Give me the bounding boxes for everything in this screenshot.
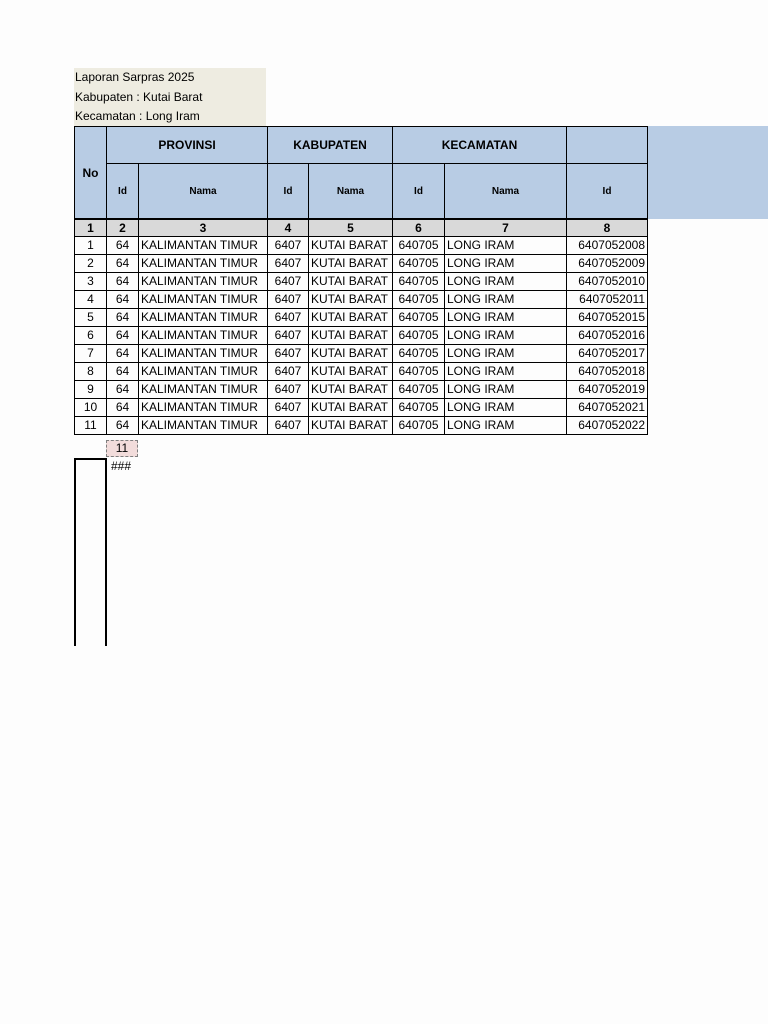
table-row — [75, 309, 648, 327]
cell-provinsi-nama[interactable]: KALIMANTAN TIMUR — [139, 345, 268, 363]
cell-provinsi-id[interactable]: 64 — [107, 381, 139, 399]
header-kecamatan-nama: Nama — [445, 164, 567, 220]
table-row — [75, 255, 648, 273]
table-row — [75, 417, 648, 435]
cell-kecamatan-nama[interactable]: LONG IRAM — [445, 399, 567, 417]
header-provinsi-id: Id — [107, 164, 139, 220]
header-empty — [567, 127, 648, 164]
cell-kabupaten-nama[interactable]: KUTAI BARAT — [309, 309, 393, 327]
cell-kabupaten-id[interactable]: 6407 — [268, 255, 309, 273]
cell-no[interactable]: 3 — [75, 273, 107, 291]
cell-provinsi-nama[interactable]: KALIMANTAN TIMUR — [139, 237, 268, 255]
table-row — [75, 363, 648, 381]
header-provinsi: PROVINSI — [107, 127, 268, 164]
cell-provinsi-nama[interactable]: KALIMANTAN TIMUR — [139, 327, 268, 345]
column-number: 3 — [139, 219, 268, 237]
cell-no[interactable]: 2 — [75, 255, 107, 273]
cell-no[interactable]: 10 — [75, 399, 107, 417]
cell-kabupaten-id[interactable]: 6407 — [268, 417, 309, 435]
cell-kecamatan-nama[interactable]: LONG IRAM — [445, 309, 567, 327]
cell-kecamatan-nama[interactable]: LONG IRAM — [445, 237, 567, 255]
cell-kabupaten-id[interactable]: 6407 — [268, 345, 309, 363]
cell-kecamatan-nama[interactable]: LONG IRAM — [445, 345, 567, 363]
cell-no[interactable]: 1 — [75, 237, 107, 255]
overflow-cell: ### — [111, 459, 132, 473]
cell-desa-id[interactable]: 6407052010 — [567, 273, 648, 291]
cell-provinsi-nama[interactable]: KALIMANTAN TIMUR — [139, 309, 268, 327]
cell-provinsi-id[interactable]: 64 — [107, 255, 139, 273]
cell-desa-id[interactable]: 6407052011 — [567, 291, 648, 309]
column-number: 6 — [393, 219, 445, 237]
report-title: Laporan Sarpras 2025 — [75, 70, 195, 84]
border-line — [105, 458, 107, 646]
cell-kabupaten-id[interactable]: 6407 — [268, 309, 309, 327]
cell-no[interactable]: 7 — [75, 345, 107, 363]
header-kecamatan: KECAMATAN — [393, 127, 567, 164]
header-kecamatan-id: Id — [393, 164, 445, 220]
cell-provinsi-id[interactable]: 64 — [107, 399, 139, 417]
report-kabupaten: Kabupaten : Kutai Barat — [75, 89, 203, 104]
cell-kecamatan-nama[interactable]: LONG IRAM — [445, 327, 567, 345]
row-count-cell[interactable]: 11 — [106, 440, 138, 457]
cell-kecamatan-nama[interactable]: LONG IRAM — [445, 381, 567, 399]
cell-no[interactable]: 11 — [75, 417, 107, 435]
header-kabupaten: KABUPATEN — [268, 127, 393, 164]
cell-kabupaten-id[interactable]: 6407 — [268, 399, 309, 417]
cell-kabupaten-nama[interactable]: KUTAI BARAT — [309, 327, 393, 345]
cell-provinsi-id[interactable]: 64 — [107, 273, 139, 291]
table-row — [75, 273, 648, 291]
cell-provinsi-nama[interactable]: KALIMANTAN TIMUR — [139, 399, 268, 417]
cell-provinsi-id[interactable]: 64 — [107, 345, 139, 363]
cell-kabupaten-nama[interactable]: KUTAI BARAT — [309, 399, 393, 417]
column-number: 7 — [445, 219, 567, 237]
header-desa-id: Id — [567, 164, 648, 220]
header-fill-extension — [647, 126, 768, 219]
cell-kabupaten-id[interactable]: 6407 — [268, 363, 309, 381]
column-number: 1 — [75, 219, 107, 237]
cell-provinsi-nama[interactable]: KALIMANTAN TIMUR — [139, 363, 268, 381]
header-kabupaten-id: Id — [268, 164, 309, 220]
report-title-block — [74, 68, 266, 126]
cell-kabupaten-nama[interactable]: KUTAI BARAT — [309, 255, 393, 273]
header-provinsi-nama: Nama — [139, 164, 268, 220]
report-table — [74, 126, 648, 435]
table-row — [75, 327, 648, 345]
cell-desa-id[interactable]: 6407052017 — [567, 345, 648, 363]
cell-kabupaten-nama[interactable]: KUTAI BARAT — [309, 363, 393, 381]
cell-desa-id[interactable]: 6407052021 — [567, 399, 648, 417]
cell-kabupaten-nama[interactable]: KUTAI BARAT — [309, 273, 393, 291]
table-row — [75, 399, 648, 417]
table-row — [75, 381, 648, 399]
cell-desa-id[interactable]: 6407052009 — [567, 255, 648, 273]
header-kabupaten-nama: Nama — [309, 164, 393, 220]
cell-provinsi-id[interactable]: 64 — [107, 327, 139, 345]
cell-kecamatan-nama[interactable]: LONG IRAM — [445, 291, 567, 309]
cell-kabupaten-nama[interactable]: KUTAI BARAT — [309, 417, 393, 435]
cell-provinsi-nama[interactable]: KALIMANTAN TIMUR — [139, 417, 268, 435]
cell-provinsi-nama[interactable]: KALIMANTAN TIMUR — [139, 291, 268, 309]
table-row — [75, 291, 648, 309]
cell-no[interactable]: 8 — [75, 363, 107, 381]
column-number: 8 — [567, 219, 648, 237]
cell-kabupaten-id[interactable]: 6407 — [268, 327, 309, 345]
column-number: 2 — [107, 219, 139, 237]
cell-kabupaten-nama[interactable]: KUTAI BARAT — [309, 237, 393, 255]
cell-kabupaten-id[interactable]: 6407 — [268, 381, 309, 399]
cell-kabupaten-id[interactable]: 6407 — [268, 273, 309, 291]
cell-kabupaten-nama[interactable]: KUTAI BARAT — [309, 381, 393, 399]
cell-kabupaten-nama[interactable]: KUTAI BARAT — [309, 345, 393, 363]
cell-desa-id[interactable]: 6407052016 — [567, 327, 648, 345]
cell-desa-id[interactable]: 6407052015 — [567, 309, 648, 327]
table-row — [75, 345, 648, 363]
cell-kabupaten-id[interactable]: 6407 — [268, 291, 309, 309]
cell-kecamatan-id[interactable]: 640705 — [393, 345, 445, 363]
cell-kecamatan-id[interactable]: 640705 — [393, 291, 445, 309]
cell-kecamatan-nama[interactable]: LONG IRAM — [445, 273, 567, 291]
cell-kecamatan-nama[interactable]: LONG IRAM — [445, 255, 567, 273]
cell-provinsi-nama[interactable]: KALIMANTAN TIMUR — [139, 381, 268, 399]
cell-kecamatan-id[interactable]: 640705 — [393, 417, 445, 435]
header-no: No — [75, 127, 107, 220]
cell-desa-id[interactable]: 6407052008 — [567, 237, 648, 255]
cell-provinsi-id[interactable]: 64 — [107, 309, 139, 327]
cell-no[interactable]: 6 — [75, 327, 107, 345]
cell-kecamatan-id[interactable]: 640705 — [393, 399, 445, 417]
cell-kecamatan-id[interactable]: 640705 — [393, 237, 445, 255]
cell-kabupaten-id[interactable]: 6407 — [268, 237, 309, 255]
cell-kecamatan-nama[interactable]: LONG IRAM — [445, 417, 567, 435]
cell-kecamatan-id[interactable]: 640705 — [393, 381, 445, 399]
cell-desa-id[interactable]: 6407052018 — [567, 363, 648, 381]
column-number: 4 — [268, 219, 309, 237]
cell-kecamatan-id[interactable]: 640705 — [393, 327, 445, 345]
column-number: 5 — [309, 219, 393, 237]
report-kecamatan: Kecamatan : Long Iram — [75, 109, 200, 123]
cell-kecamatan-id[interactable]: 640705 — [393, 255, 445, 273]
cell-kecamatan-id[interactable]: 640705 — [393, 309, 445, 327]
cell-desa-id[interactable]: 6407052019 — [567, 381, 648, 399]
cell-kecamatan-id[interactable]: 640705 — [393, 273, 445, 291]
cell-provinsi-nama[interactable]: KALIMANTAN TIMUR — [139, 255, 268, 273]
border-line — [74, 458, 76, 646]
table-row — [75, 237, 648, 255]
cell-provinsi-id[interactable]: 64 — [107, 237, 139, 255]
cell-provinsi-id[interactable]: 64 — [107, 363, 139, 381]
cell-no[interactable]: 5 — [75, 309, 107, 327]
border-line — [74, 458, 106, 460]
cell-no[interactable]: 9 — [75, 381, 107, 399]
cell-kecamatan-id[interactable]: 640705 — [393, 363, 445, 381]
cell-desa-id[interactable]: 6407052022 — [567, 417, 648, 435]
cell-provinsi-id[interactable]: 64 — [107, 291, 139, 309]
cell-provinsi-nama[interactable]: KALIMANTAN TIMUR — [139, 273, 268, 291]
cell-kabupaten-nama[interactable]: KUTAI BARAT — [309, 291, 393, 309]
cell-no[interactable]: 4 — [75, 291, 107, 309]
cell-provinsi-id[interactable]: 64 — [107, 417, 139, 435]
cell-kecamatan-nama[interactable]: LONG IRAM — [445, 363, 567, 381]
